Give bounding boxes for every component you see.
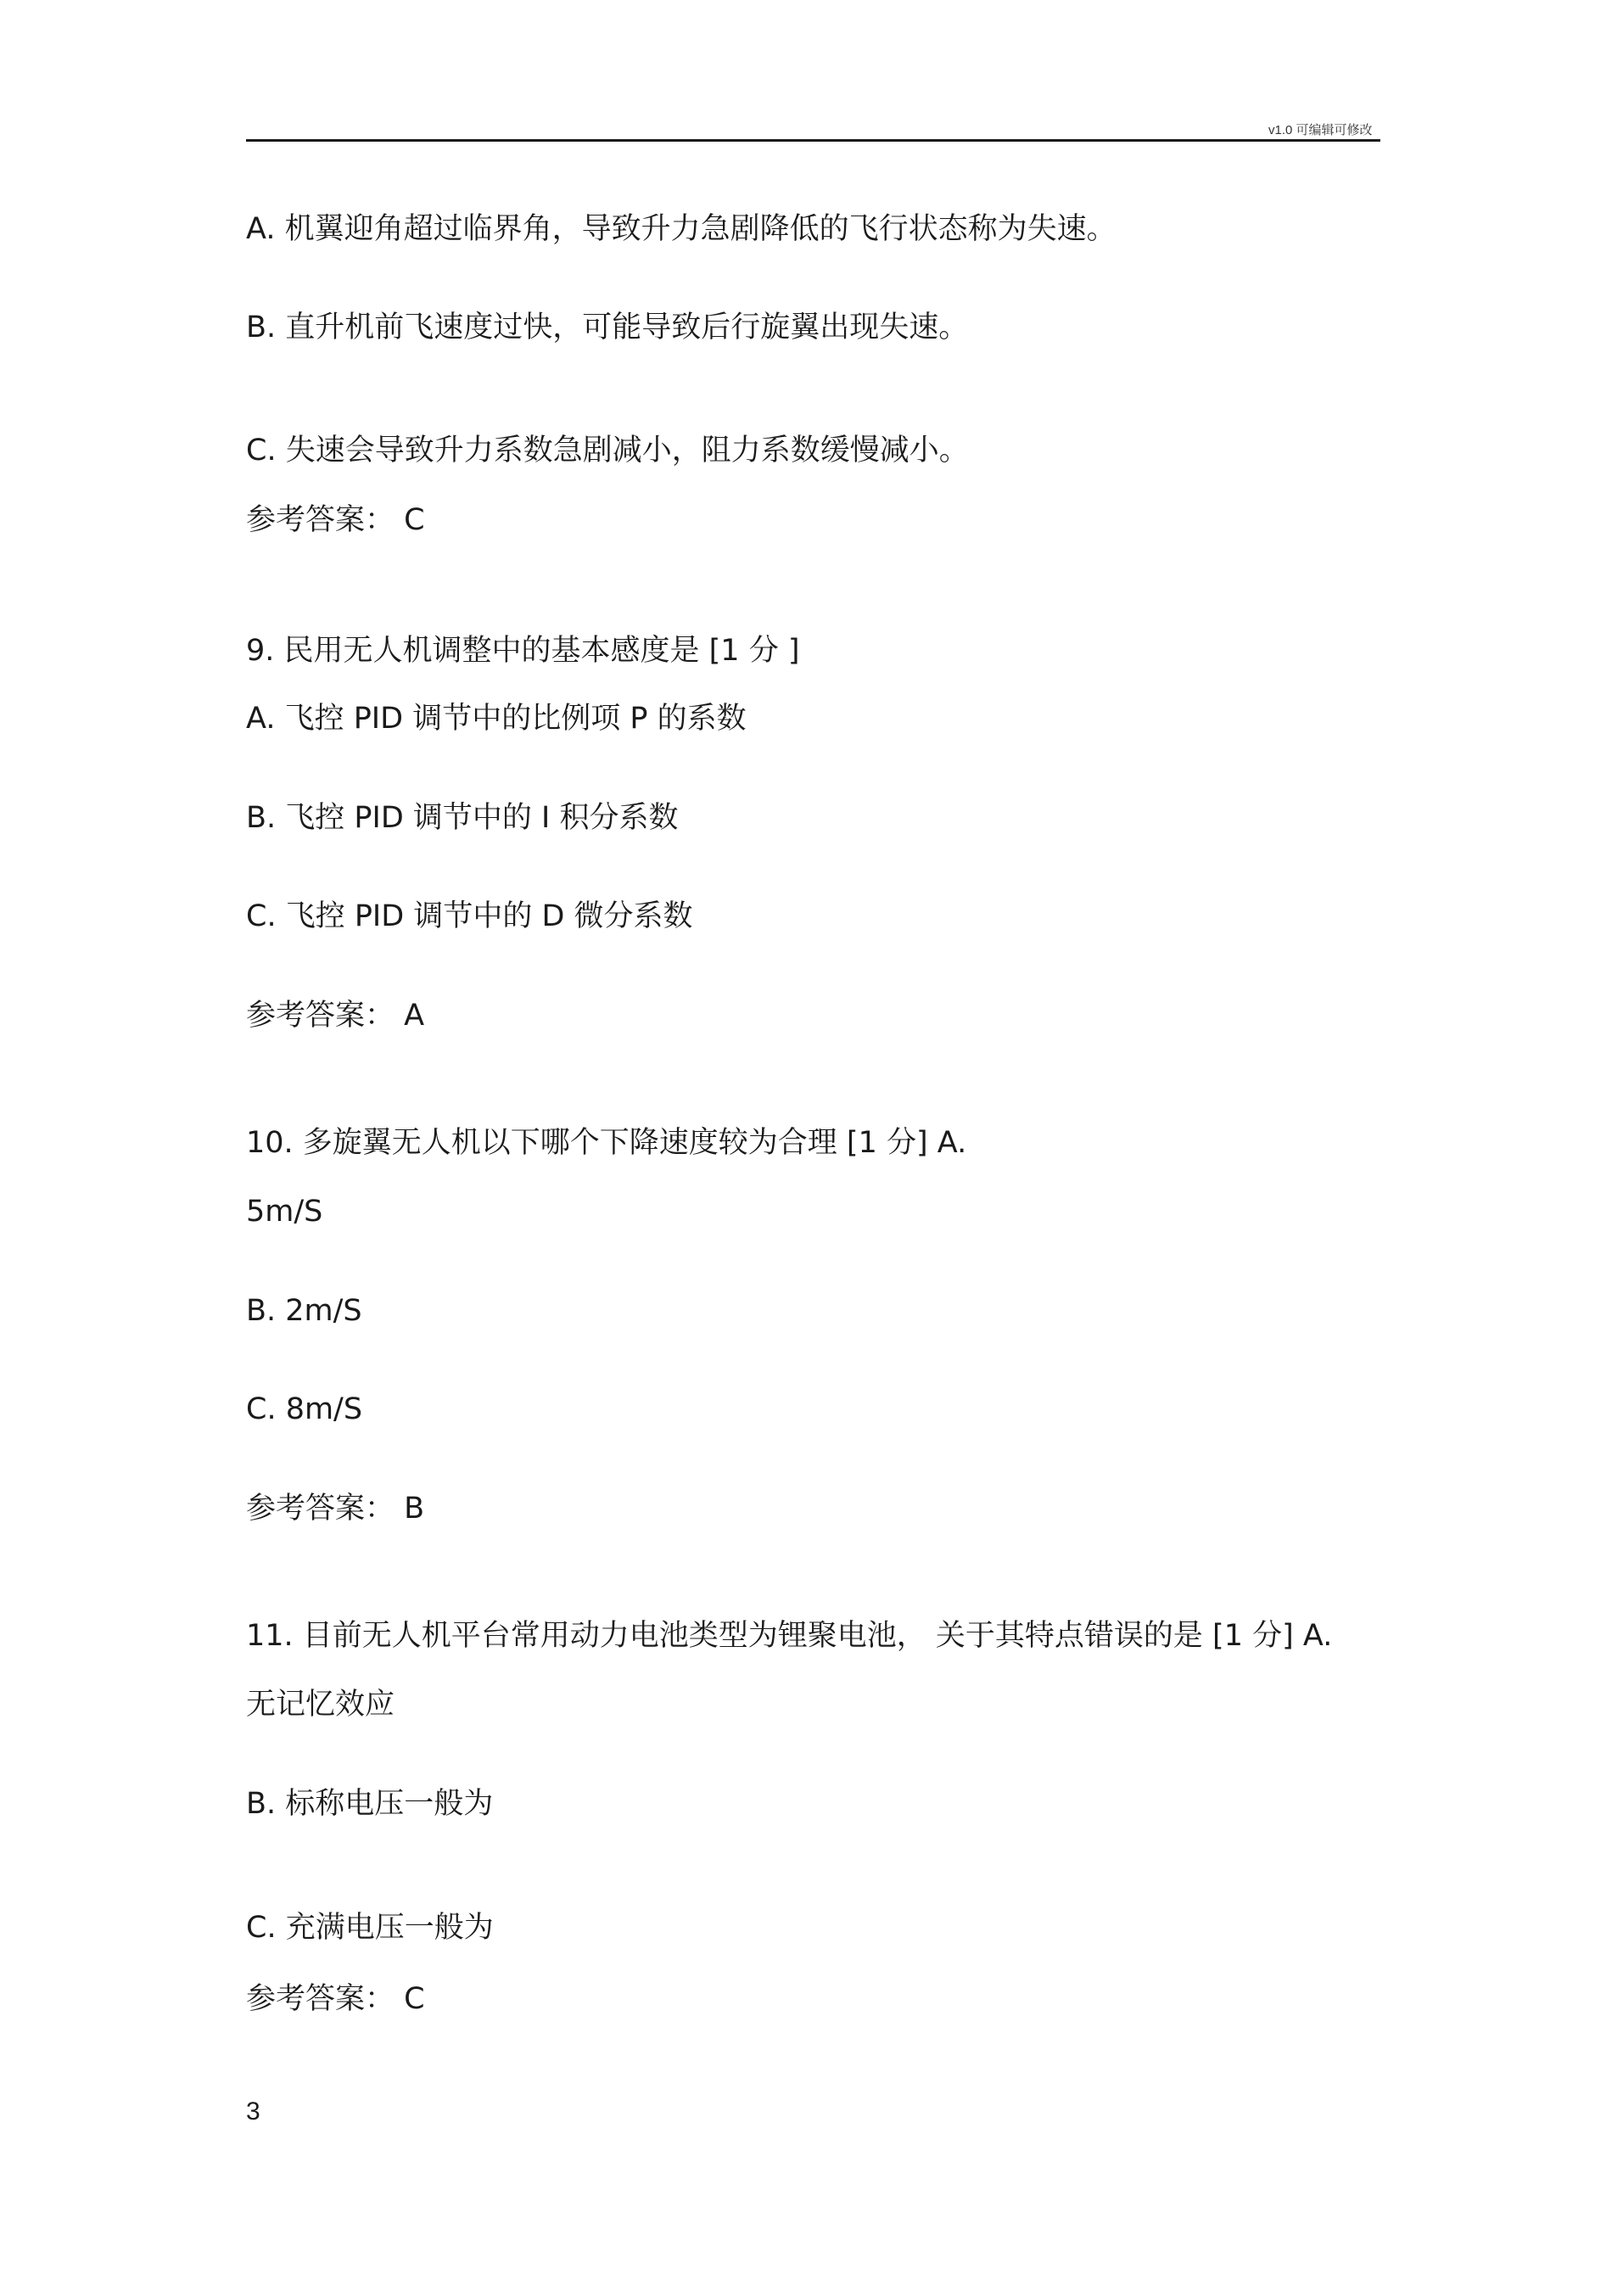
- answer-line: 参考答案： A: [246, 999, 425, 1033]
- option-line: B. 直升机前飞速度过快，可能导致后行旋翼出现失速。: [246, 311, 969, 344]
- option-line: B. 标称电压一般为: [246, 1787, 494, 1821]
- option-line: B. 2m/S: [246, 1294, 362, 1328]
- option-line: C. 失速会导致升力系数急剧减小，阻力系数缓慢减小。: [246, 434, 969, 468]
- option-line: 5m/S: [246, 1195, 323, 1229]
- option-line: 无记忆效应: [246, 1688, 395, 1722]
- option-line: B. 飞控 PID 调节中的 I 积分系数: [246, 801, 679, 835]
- option-line: C. 8m/S: [246, 1392, 363, 1426]
- option-line: A. 机翼迎角超过临界角，导致升力急剧降低的飞行状态称为失速。: [246, 212, 1117, 246]
- header-version-label: v1.0 可编辑可修改: [1268, 123, 1373, 137]
- question-line: 11. 目前无人机平台常用动力电池类型为锂聚电池， 关于其特点错误的是 [1 分] A.: [246, 1619, 1333, 1653]
- question-line: 10. 多旋翼无人机以下哪个下降速度较为合理 [1 分] A.: [246, 1126, 967, 1160]
- option-line: A. 飞控 PID 调节中的比例项 P 的系数: [246, 702, 747, 736]
- option-line: C. 充满电压一般为: [246, 1911, 494, 1945]
- answer-line: 参考答案： B: [246, 1492, 425, 1526]
- question-line: 9. 民用无人机调整中的基本感度是 [1 分 ]: [246, 634, 800, 668]
- answer-line: 参考答案： C: [246, 1982, 425, 2016]
- option-line: C. 飞控 PID 调节中的 D 微分系数: [246, 899, 693, 933]
- answer-line: 参考答案： C: [246, 503, 425, 537]
- header-divider: [246, 139, 1380, 142]
- page-number: 3: [246, 2097, 260, 2125]
